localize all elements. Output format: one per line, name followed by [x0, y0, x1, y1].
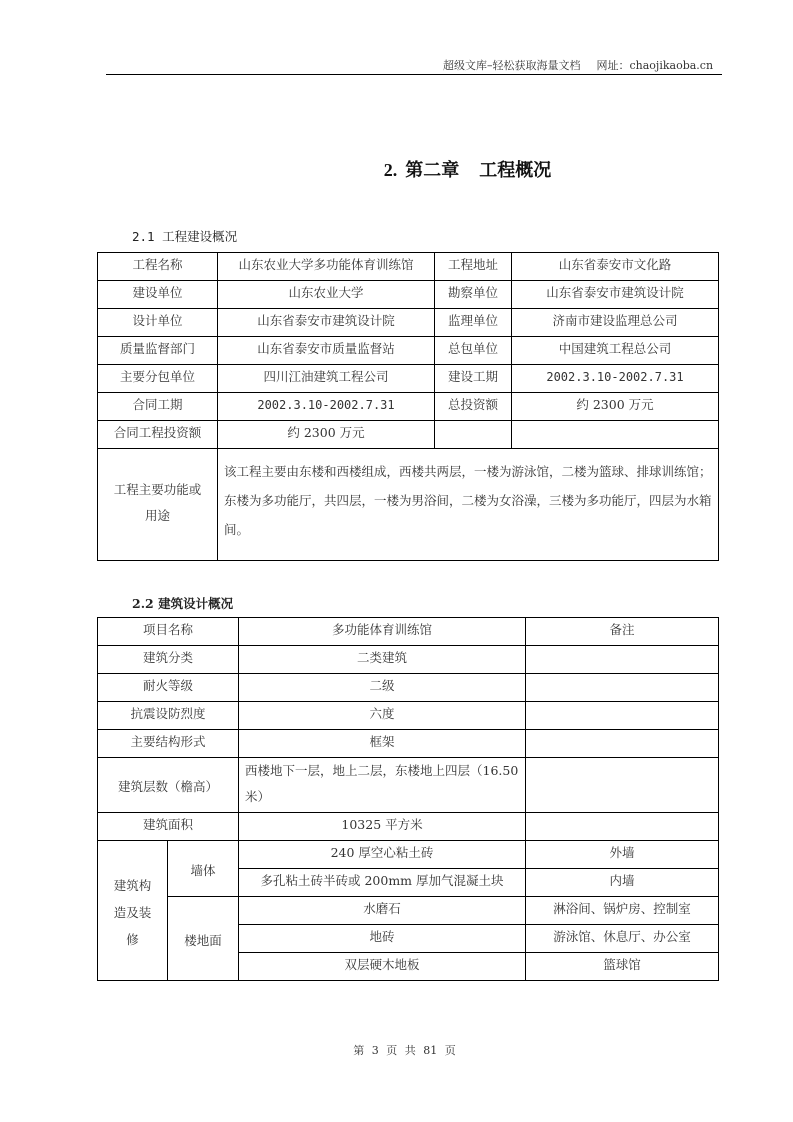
table-cell-value: 山东省泰安市建筑设计院 — [218, 309, 435, 337]
page-footer: 第 3 页 共 81 页 — [353, 1044, 456, 1057]
table-row — [98, 281, 719, 309]
table-cell-remark — [526, 758, 719, 813]
chapter-title — [0, 156, 793, 182]
table-row — [98, 309, 719, 337]
header-cell-item-name: 项目名称 — [98, 618, 239, 646]
table-cell-label: 合同工程投资额 — [98, 421, 218, 449]
table-row — [98, 897, 719, 925]
table-cell-value: 二级 — [239, 674, 526, 702]
table-cell-label: 总包单位 — [435, 337, 512, 365]
site-name: 超级文库–轻松获取海量文档 — [443, 59, 581, 72]
table-row — [98, 421, 719, 449]
table-cell-empty — [435, 421, 512, 449]
table-row — [98, 813, 719, 841]
table-cell-label: 建筑分类 — [98, 646, 239, 674]
table-cell-label: 耐火等级 — [98, 674, 239, 702]
wall-label: 墙体 — [168, 841, 239, 897]
header-cell-project: 多功能体育训练馆 — [239, 618, 526, 646]
table-cell-value: 10325 平方米 — [239, 813, 526, 841]
table-cell-label: 工程名称 — [98, 253, 218, 281]
table-cell-remark: 内墙 — [526, 869, 719, 897]
table-cell-label: 合同工期 — [98, 393, 218, 421]
table-cell-label: 主要结构形式 — [98, 730, 239, 758]
construction-group-label-text: 建筑构造及装修 — [113, 877, 152, 947]
table-cell-value: 中国建筑工程总公司 — [512, 337, 719, 365]
table-row — [98, 674, 719, 702]
table-cell-value: 六度 — [239, 702, 526, 730]
table-cell-label: 工程地址 — [435, 253, 512, 281]
header-divider — [106, 74, 722, 75]
table-cell-remark: 游泳馆、休息厅、办公室 — [526, 925, 719, 953]
table-cell-value: 240 厚空心粘土砖 — [239, 841, 526, 869]
function-label-text: 工程主要功能或用途 — [113, 482, 202, 523]
table-row — [98, 393, 719, 421]
table-cell-remark — [526, 646, 719, 674]
floor-label: 楼地面 — [168, 897, 239, 981]
table-cell-label: 勘察单位 — [435, 281, 512, 309]
architectural-design-table — [97, 617, 719, 981]
table-cell-remark: 篮球馆 — [526, 953, 719, 981]
table-cell-value: 双层硬木地板 — [239, 953, 526, 981]
section-title-architectural-design: 2.2 建筑设计概况 — [132, 596, 234, 611]
table-cell-label: 建设单位 — [98, 281, 218, 309]
table-cell-remark: 淋浴间、锅炉房、控制室 — [526, 897, 719, 925]
table-cell-label: 设计单位 — [98, 309, 218, 337]
table-cell-value: 2002.3.10-2002.7.31 — [512, 365, 719, 393]
table-cell-value: 约 2300 万元 — [512, 393, 719, 421]
table-row — [98, 337, 719, 365]
function-label — [98, 449, 218, 561]
table-row — [98, 365, 719, 393]
table-cell-value: 2002.3.10-2002.7.31 — [218, 393, 435, 421]
table-cell-value: 山东省泰安市质量监督站 — [218, 337, 435, 365]
table-row-function — [98, 449, 719, 561]
table-cell-remark — [526, 674, 719, 702]
table-cell-value: 山东农业大学多功能体育训练馆 — [218, 253, 435, 281]
project-overview-table — [97, 252, 719, 561]
table-cell-value: 水磨石 — [239, 897, 526, 925]
table-cell-value: 西楼地下一层，地上二层，东楼地上四层（16.50 米） — [239, 758, 526, 813]
table-cell-value: 框架 — [239, 730, 526, 758]
table-cell-remark — [526, 730, 719, 758]
table-row — [98, 702, 719, 730]
table-cell-label: 监理单位 — [435, 309, 512, 337]
table-cell-value: 四川江油建筑工程公司 — [218, 365, 435, 393]
construction-group-label — [98, 841, 168, 981]
table-cell-value: 约 2300 万元 — [218, 421, 435, 449]
table-cell-value: 济南市建设监理总公司 — [512, 309, 719, 337]
section-title-project-overview: 2.1 工程建设概况 — [132, 229, 238, 244]
table-row — [98, 841, 719, 869]
table-cell-value: 山东省泰安市建筑设计院 — [512, 281, 719, 309]
chapter-name: 第二章 — [405, 160, 460, 181]
table-header-row — [98, 618, 719, 646]
table-cell-value: 山东农业大学 — [218, 281, 435, 309]
chapter-number: 2. — [383, 160, 398, 180]
table-cell-value: 二类建筑 — [239, 646, 526, 674]
header-cell-remarks: 备注 — [526, 618, 719, 646]
table-cell-label: 抗震设防烈度 — [98, 702, 239, 730]
table-cell-remark: 外墙 — [526, 841, 719, 869]
table-cell-label: 建筑层数（檐高） — [98, 758, 239, 813]
table-cell-label: 主要分包单位 — [98, 365, 218, 393]
table-cell-label: 质量监督部门 — [98, 337, 218, 365]
table-row — [98, 646, 719, 674]
table-row — [98, 253, 719, 281]
table-cell-label: 总投资额 — [435, 393, 512, 421]
table-cell-value: 山东省泰安市文化路 — [512, 253, 719, 281]
table-cell-remark — [526, 813, 719, 841]
table-cell-value: 多孔粘土砖半砖或 200mm 厚加气混凝土块 — [239, 869, 526, 897]
chapter-heading: 工程概况 — [479, 160, 552, 181]
table-cell-value: 地砖 — [239, 925, 526, 953]
site-url: 网址：chaojikaoba.cn — [596, 59, 714, 72]
page-header — [443, 57, 713, 73]
table-cell-label: 建筑面积 — [98, 813, 239, 841]
table-cell-label: 建设工期 — [435, 365, 512, 393]
table-row — [98, 758, 719, 813]
function-description: 该工程主要由东楼和西楼组成，西楼共两层，一楼为游泳馆，二楼为篮球、排球训练馆；东楼为多功能厅，共四层，一楼为男浴间，二楼为女浴澡，三楼为多功能厅，四层为水箱间。 — [218, 449, 719, 561]
table-row — [98, 730, 719, 758]
table-cell-remark — [526, 702, 719, 730]
table-cell-empty — [512, 421, 719, 449]
